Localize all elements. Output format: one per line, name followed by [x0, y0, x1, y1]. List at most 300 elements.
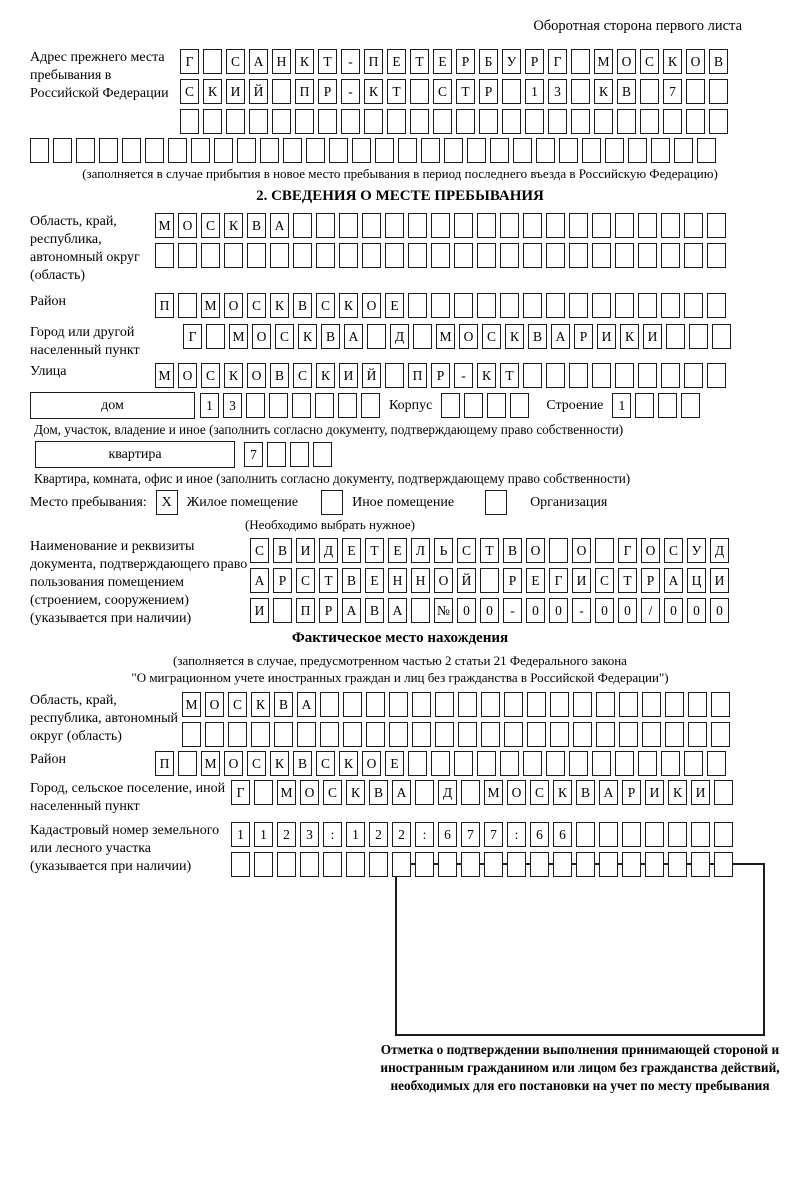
char-box[interactable]: С: [226, 49, 245, 74]
char-box[interactable]: [635, 393, 654, 418]
char-box[interactable]: [709, 109, 728, 134]
char-box[interactable]: [306, 138, 325, 163]
char-box[interactable]: У: [502, 49, 521, 74]
char-box[interactable]: К: [270, 293, 289, 318]
char-box[interactable]: [507, 852, 526, 877]
char-box[interactable]: О: [205, 692, 224, 717]
char-box[interactable]: А: [664, 568, 683, 593]
char-box[interactable]: К: [295, 49, 314, 74]
char-box[interactable]: С: [247, 751, 266, 776]
char-box[interactable]: О: [686, 49, 705, 74]
char-box[interactable]: В: [365, 598, 384, 623]
char-box[interactable]: М: [436, 324, 455, 349]
char-box[interactable]: [362, 213, 381, 238]
char-box[interactable]: С: [293, 363, 312, 388]
char-box[interactable]: Е: [342, 538, 361, 563]
char-box[interactable]: [569, 213, 588, 238]
char-box[interactable]: [178, 243, 197, 268]
char-box[interactable]: [714, 852, 733, 877]
char-box[interactable]: [595, 538, 614, 563]
char-box[interactable]: [272, 109, 291, 134]
char-box[interactable]: [293, 213, 312, 238]
char-box[interactable]: [500, 751, 519, 776]
char-box[interactable]: А: [270, 213, 289, 238]
char-box[interactable]: [249, 109, 268, 134]
char-box[interactable]: [122, 138, 141, 163]
char-box[interactable]: А: [344, 324, 363, 349]
char-box[interactable]: А: [249, 49, 268, 74]
char-box[interactable]: 6: [438, 822, 457, 847]
char-box[interactable]: [99, 138, 118, 163]
char-box[interactable]: [346, 852, 365, 877]
char-box[interactable]: [707, 363, 726, 388]
char-box[interactable]: [269, 393, 288, 418]
char-box[interactable]: [178, 751, 197, 776]
char-box[interactable]: [477, 293, 496, 318]
char-box[interactable]: К: [339, 751, 358, 776]
char-box[interactable]: 1: [525, 79, 544, 104]
char-box[interactable]: 1: [200, 393, 219, 418]
char-box[interactable]: [320, 722, 339, 747]
char-box[interactable]: [599, 822, 618, 847]
char-box[interactable]: 3: [223, 393, 242, 418]
char-box[interactable]: [571, 109, 590, 134]
char-box[interactable]: И: [226, 79, 245, 104]
char-box[interactable]: К: [346, 780, 365, 805]
char-box[interactable]: [293, 243, 312, 268]
char-box[interactable]: [619, 722, 638, 747]
char-box[interactable]: К: [553, 780, 572, 805]
char-box[interactable]: О: [434, 568, 453, 593]
char-box[interactable]: С: [275, 324, 294, 349]
char-box[interactable]: [364, 109, 383, 134]
char-box[interactable]: [389, 722, 408, 747]
char-box[interactable]: [487, 393, 506, 418]
char-box[interactable]: [300, 852, 319, 877]
char-box[interactable]: Л: [411, 538, 430, 563]
char-box[interactable]: [523, 243, 542, 268]
char-box[interactable]: Т: [387, 79, 406, 104]
char-box[interactable]: 1: [231, 822, 250, 847]
char-box[interactable]: В: [293, 751, 312, 776]
char-box[interactable]: [615, 243, 634, 268]
char-box[interactable]: [638, 363, 657, 388]
char-box[interactable]: [481, 692, 500, 717]
char-box[interactable]: [707, 293, 726, 318]
char-box[interactable]: В: [369, 780, 388, 805]
char-box[interactable]: [168, 138, 187, 163]
char-box[interactable]: Ь: [434, 538, 453, 563]
char-box[interactable]: [527, 722, 546, 747]
char-box[interactable]: [295, 109, 314, 134]
char-box[interactable]: И: [691, 780, 710, 805]
char-box[interactable]: [686, 79, 705, 104]
char-box[interactable]: [707, 243, 726, 268]
char-box[interactable]: [433, 109, 452, 134]
char-box[interactable]: 3: [300, 822, 319, 847]
char-box[interactable]: [297, 722, 316, 747]
char-box[interactable]: [490, 138, 509, 163]
char-box[interactable]: [665, 692, 684, 717]
char-box[interactable]: [385, 363, 404, 388]
char-box[interactable]: [712, 324, 731, 349]
char-box[interactable]: [343, 722, 362, 747]
char-box[interactable]: [642, 692, 661, 717]
char-box[interactable]: [576, 822, 595, 847]
char-box[interactable]: [454, 213, 473, 238]
char-box[interactable]: [592, 751, 611, 776]
char-box[interactable]: [668, 852, 687, 877]
char-box[interactable]: Е: [526, 568, 545, 593]
char-box[interactable]: [479, 109, 498, 134]
char-box[interactable]: [684, 213, 703, 238]
char-box[interactable]: Б: [479, 49, 498, 74]
char-box[interactable]: [500, 243, 519, 268]
char-box[interactable]: [413, 324, 432, 349]
char-box[interactable]: 1: [346, 822, 365, 847]
char-box[interactable]: 2: [369, 822, 388, 847]
char-box[interactable]: В: [293, 293, 312, 318]
char-box[interactable]: М: [201, 293, 220, 318]
char-box[interactable]: [412, 722, 431, 747]
stay-type-checkbox-residential[interactable]: X: [156, 490, 178, 515]
char-box[interactable]: В: [270, 363, 289, 388]
char-box[interactable]: [408, 751, 427, 776]
char-box[interactable]: -: [341, 49, 360, 74]
char-box[interactable]: 0: [687, 598, 706, 623]
char-box[interactable]: [697, 138, 716, 163]
char-box[interactable]: [273, 598, 292, 623]
char-box[interactable]: [290, 442, 309, 467]
char-box[interactable]: В: [321, 324, 340, 349]
char-box[interactable]: [550, 722, 569, 747]
char-box[interactable]: И: [643, 324, 662, 349]
char-box[interactable]: Т: [618, 568, 637, 593]
char-box[interactable]: [573, 722, 592, 747]
char-box[interactable]: :: [415, 822, 434, 847]
char-box[interactable]: [684, 243, 703, 268]
char-box[interactable]: [339, 243, 358, 268]
char-box[interactable]: Р: [456, 49, 475, 74]
char-box[interactable]: П: [295, 79, 314, 104]
char-box[interactable]: [283, 138, 302, 163]
char-box[interactable]: [226, 109, 245, 134]
char-box[interactable]: [338, 393, 357, 418]
char-box[interactable]: О: [526, 538, 545, 563]
char-box[interactable]: [546, 751, 565, 776]
char-box[interactable]: [571, 79, 590, 104]
char-box[interactable]: [709, 79, 728, 104]
char-box[interactable]: [615, 363, 634, 388]
char-box[interactable]: [707, 751, 726, 776]
char-box[interactable]: [484, 852, 503, 877]
char-box[interactable]: [315, 393, 334, 418]
char-box[interactable]: М: [155, 213, 174, 238]
char-box[interactable]: [619, 692, 638, 717]
char-box[interactable]: [385, 213, 404, 238]
char-box[interactable]: Ц: [687, 568, 706, 593]
char-box[interactable]: Е: [385, 293, 404, 318]
char-box[interactable]: [415, 780, 434, 805]
char-box[interactable]: [435, 692, 454, 717]
char-box[interactable]: [536, 138, 555, 163]
char-box[interactable]: [681, 393, 700, 418]
char-box[interactable]: В: [273, 538, 292, 563]
char-box[interactable]: -: [572, 598, 591, 623]
char-box[interactable]: [145, 138, 164, 163]
char-box[interactable]: [638, 293, 657, 318]
char-box[interactable]: В: [528, 324, 547, 349]
char-box[interactable]: -: [503, 598, 522, 623]
char-box[interactable]: О: [362, 751, 381, 776]
char-box[interactable]: Н: [272, 49, 291, 74]
char-box[interactable]: [549, 538, 568, 563]
char-box[interactable]: [352, 138, 371, 163]
char-box[interactable]: В: [274, 692, 293, 717]
char-box[interactable]: 6: [530, 822, 549, 847]
char-box[interactable]: Г: [549, 568, 568, 593]
char-box[interactable]: 0: [526, 598, 545, 623]
char-box[interactable]: [684, 751, 703, 776]
char-box[interactable]: [389, 692, 408, 717]
char-box[interactable]: 0: [457, 598, 476, 623]
char-box[interactable]: Д: [390, 324, 409, 349]
char-box[interactable]: 7: [244, 442, 263, 467]
char-box[interactable]: В: [617, 79, 636, 104]
char-box[interactable]: [663, 109, 682, 134]
char-box[interactable]: М: [277, 780, 296, 805]
char-box[interactable]: :: [507, 822, 526, 847]
char-box[interactable]: 0: [710, 598, 729, 623]
char-box[interactable]: 0: [618, 598, 637, 623]
char-box[interactable]: [661, 363, 680, 388]
char-box[interactable]: В: [709, 49, 728, 74]
char-box[interactable]: [367, 324, 386, 349]
char-box[interactable]: [435, 722, 454, 747]
char-box[interactable]: [369, 852, 388, 877]
char-box[interactable]: А: [599, 780, 618, 805]
char-box[interactable]: [711, 692, 730, 717]
char-box[interactable]: [642, 722, 661, 747]
char-box[interactable]: 6: [553, 822, 572, 847]
stay-type-checkbox-organization[interactable]: [485, 490, 507, 515]
char-box[interactable]: [438, 852, 457, 877]
char-box[interactable]: [292, 393, 311, 418]
char-box[interactable]: [523, 293, 542, 318]
char-box[interactable]: К: [251, 692, 270, 717]
char-box[interactable]: [458, 692, 477, 717]
char-box[interactable]: Р: [431, 363, 450, 388]
char-box[interactable]: [711, 722, 730, 747]
char-box[interactable]: [254, 852, 273, 877]
char-box[interactable]: [458, 722, 477, 747]
char-box[interactable]: [398, 138, 417, 163]
char-box[interactable]: [385, 243, 404, 268]
char-box[interactable]: О: [507, 780, 526, 805]
char-box[interactable]: [684, 363, 703, 388]
char-box[interactable]: О: [300, 780, 319, 805]
char-box[interactable]: [339, 213, 358, 238]
char-box[interactable]: [323, 852, 342, 877]
char-box[interactable]: [408, 243, 427, 268]
char-box[interactable]: О: [641, 538, 660, 563]
char-box[interactable]: О: [617, 49, 636, 74]
char-box[interactable]: [523, 751, 542, 776]
char-box[interactable]: №: [434, 598, 453, 623]
char-box[interactable]: [408, 293, 427, 318]
char-box[interactable]: [523, 363, 542, 388]
char-box[interactable]: [592, 363, 611, 388]
char-box[interactable]: [668, 822, 687, 847]
char-box[interactable]: М: [155, 363, 174, 388]
char-box[interactable]: [686, 109, 705, 134]
char-box[interactable]: С: [180, 79, 199, 104]
char-box[interactable]: /: [641, 598, 660, 623]
char-box[interactable]: С: [482, 324, 501, 349]
char-box[interactable]: [237, 138, 256, 163]
char-box[interactable]: [714, 780, 733, 805]
char-box[interactable]: [569, 363, 588, 388]
char-box[interactable]: Р: [622, 780, 641, 805]
char-box[interactable]: [366, 692, 385, 717]
char-box[interactable]: 0: [595, 598, 614, 623]
char-box[interactable]: [441, 393, 460, 418]
char-box[interactable]: Т: [410, 49, 429, 74]
char-box[interactable]: А: [551, 324, 570, 349]
char-box[interactable]: [527, 692, 546, 717]
char-box[interactable]: [582, 138, 601, 163]
char-box[interactable]: Р: [641, 568, 660, 593]
char-box[interactable]: :: [323, 822, 342, 847]
char-box[interactable]: Г: [231, 780, 250, 805]
char-box[interactable]: [464, 393, 483, 418]
char-box[interactable]: [502, 79, 521, 104]
char-box[interactable]: [674, 138, 693, 163]
char-box[interactable]: [421, 138, 440, 163]
char-box[interactable]: М: [201, 751, 220, 776]
char-box[interactable]: [599, 852, 618, 877]
char-box[interactable]: [260, 138, 279, 163]
char-box[interactable]: С: [228, 692, 247, 717]
char-box[interactable]: К: [316, 363, 335, 388]
char-box[interactable]: Й: [457, 568, 476, 593]
char-box[interactable]: И: [296, 538, 315, 563]
char-box[interactable]: [362, 243, 381, 268]
char-box[interactable]: Й: [362, 363, 381, 388]
char-box[interactable]: [224, 243, 243, 268]
char-box[interactable]: И: [645, 780, 664, 805]
char-box[interactable]: К: [505, 324, 524, 349]
char-box[interactable]: М: [484, 780, 503, 805]
char-box[interactable]: [688, 692, 707, 717]
char-box[interactable]: [361, 393, 380, 418]
char-box[interactable]: [622, 822, 641, 847]
char-box[interactable]: [645, 852, 664, 877]
char-box[interactable]: В: [576, 780, 595, 805]
char-box[interactable]: [343, 692, 362, 717]
char-box[interactable]: К: [224, 213, 243, 238]
char-box[interactable]: [628, 138, 647, 163]
char-box[interactable]: Т: [318, 49, 337, 74]
char-box[interactable]: В: [503, 538, 522, 563]
char-box[interactable]: [569, 243, 588, 268]
char-box[interactable]: [454, 243, 473, 268]
char-box[interactable]: [251, 722, 270, 747]
char-box[interactable]: А: [250, 568, 269, 593]
char-box[interactable]: [277, 852, 296, 877]
char-box[interactable]: [661, 751, 680, 776]
char-box[interactable]: К: [668, 780, 687, 805]
char-box[interactable]: Р: [525, 49, 544, 74]
char-box[interactable]: [592, 213, 611, 238]
char-box[interactable]: И: [710, 568, 729, 593]
char-box[interactable]: -: [454, 363, 473, 388]
char-box[interactable]: [454, 751, 473, 776]
char-box[interactable]: О: [247, 363, 266, 388]
char-box[interactable]: П: [408, 363, 427, 388]
char-box[interactable]: [228, 722, 247, 747]
char-box[interactable]: А: [392, 780, 411, 805]
char-box[interactable]: К: [364, 79, 383, 104]
char-box[interactable]: [691, 822, 710, 847]
char-box[interactable]: [182, 722, 201, 747]
char-box[interactable]: [205, 722, 224, 747]
char-box[interactable]: 7: [484, 822, 503, 847]
char-box[interactable]: [594, 109, 613, 134]
char-box[interactable]: Е: [388, 538, 407, 563]
char-box[interactable]: Д: [438, 780, 457, 805]
char-box[interactable]: [206, 324, 225, 349]
char-box[interactable]: М: [594, 49, 613, 74]
char-box[interactable]: [203, 49, 222, 74]
char-box[interactable]: [270, 243, 289, 268]
char-box[interactable]: [638, 213, 657, 238]
char-box[interactable]: [412, 692, 431, 717]
char-box[interactable]: [573, 692, 592, 717]
char-box[interactable]: 2: [277, 822, 296, 847]
char-box[interactable]: [546, 243, 565, 268]
char-box[interactable]: [366, 722, 385, 747]
char-box[interactable]: [431, 293, 450, 318]
char-box[interactable]: О: [459, 324, 478, 349]
char-box[interactable]: Т: [500, 363, 519, 388]
char-box[interactable]: [645, 822, 664, 847]
char-box[interactable]: [666, 324, 685, 349]
char-box[interactable]: [477, 213, 496, 238]
char-box[interactable]: К: [298, 324, 317, 349]
char-box[interactable]: С: [296, 568, 315, 593]
char-box[interactable]: [53, 138, 72, 163]
char-box[interactable]: [76, 138, 95, 163]
char-box[interactable]: -: [341, 79, 360, 104]
char-box[interactable]: [231, 852, 250, 877]
char-box[interactable]: С: [201, 363, 220, 388]
char-box[interactable]: 2: [392, 822, 411, 847]
char-box[interactable]: О: [252, 324, 271, 349]
char-box[interactable]: Е: [433, 49, 452, 74]
char-box[interactable]: [661, 213, 680, 238]
char-box[interactable]: [274, 722, 293, 747]
char-box[interactable]: И: [250, 598, 269, 623]
char-box[interactable]: О: [224, 751, 243, 776]
char-box[interactable]: [481, 722, 500, 747]
char-box[interactable]: [596, 722, 615, 747]
char-box[interactable]: [553, 852, 572, 877]
char-box[interactable]: С: [530, 780, 549, 805]
char-box[interactable]: П: [364, 49, 383, 74]
char-box[interactable]: О: [362, 293, 381, 318]
char-box[interactable]: [155, 243, 174, 268]
